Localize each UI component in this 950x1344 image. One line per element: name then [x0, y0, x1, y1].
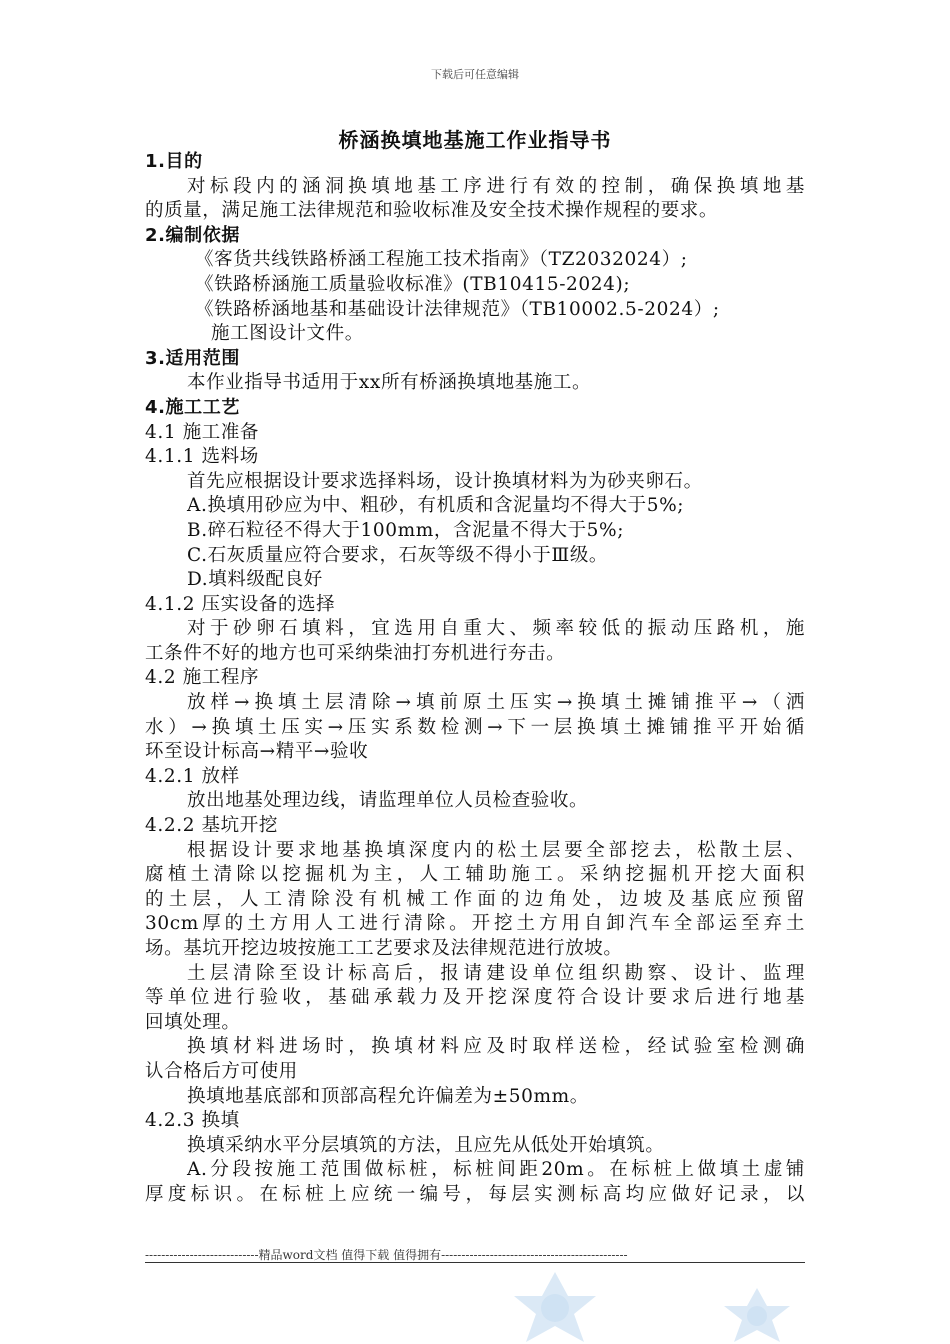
section-heading: 2.编制依据: [145, 224, 240, 246]
document-title: 桥涵换填地基施工作业指导书: [338, 128, 612, 152]
text-line: 《铁路桥涵地基和基础设计法律规范》（TB10002.5-2024）;: [195, 298, 720, 320]
text-line: 等单位进行验收，基础承载力及开挖深度符合设计要求后进行地基: [145, 987, 805, 1009]
text-line: 《铁路桥涵施工质量验收标准》(TB10415-2024);: [195, 273, 631, 295]
text-line: 对于砂卵石填料，宜选用自重大、频率较低的振动压路机，施: [187, 618, 805, 640]
text-line: 工条件不好的地方也可采纳柴油打夯机进行夯击。: [145, 642, 566, 664]
text-line: 的质量，满足施工法律规范和验收标准及安全技术操作规程的要求。: [145, 200, 719, 222]
text-line: 土层清除至设计标高后，报请建设单位组织勘察、设计、监理: [187, 962, 805, 984]
text-line: 《客货共线铁路桥涵工程施工技术指南》（TZ2032024）;: [195, 249, 688, 271]
text-line: A.换填用砂应为中、粗砂，有机质和含泥量均不得大于5%;: [187, 495, 685, 517]
text-line: 认合格后方可使用: [145, 1060, 298, 1082]
text-line: 换填材料进场时，换填材料应及时取样送检，经试验室检测确: [187, 1036, 805, 1058]
text-line: 根据设计要求地基换填深度内的松土层要全部挖去，松散土层、: [187, 839, 805, 861]
text-line: 换填采纳水平分层填筑的方法，且应先从低处开始填筑。: [187, 1134, 665, 1156]
text-line: 30cm厚的土方用人工进行清除。开挖土方用自卸汽车全部运至弃土: [145, 913, 805, 935]
text-line: 本作业指导书适用于xx所有桥涵换填地基施工。: [187, 372, 592, 394]
text-line: 环至设计标高→精平→验收: [145, 741, 369, 763]
text-line: B.碎石粒径不得大于100mm，含泥量不得大于5%;: [187, 519, 625, 541]
text-line: 放样→换填土层清除→填前原土压实→换填土摊铺推平→（洒: [187, 692, 805, 714]
footer-rule: [145, 1262, 805, 1263]
section-heading: 4.施工工艺: [145, 396, 240, 418]
text-line: 4.2 施工程序: [145, 667, 260, 689]
text-line: 场。基坑开挖边坡按施工工艺要求及法律规范进行放坡。: [145, 938, 623, 959]
text-line: 4.2.3 换填: [145, 1110, 240, 1132]
text-line: 放出地基处理边线，请监理单位人员检查验收。: [187, 790, 589, 812]
text-line: 首先应根据设计要求选择料场，设计换填材料为为砂夹卵石。: [187, 470, 703, 492]
text-line: C.石灰质量应符合要求，石灰等级不得小于Ⅲ级。: [187, 544, 609, 566]
section-heading: 1.目的: [145, 151, 203, 172]
text-line: 换填地基底部和顶部高程允许偏差为±50mm。: [187, 1085, 589, 1107]
text-line: 施工图设计文件。: [211, 323, 364, 345]
text-line: 4.1.2 压实设备的选择: [145, 593, 336, 615]
text-line: A.分段按施工范围做标桩，标桩间距20m。在标桩上做填土虚铺: [187, 1159, 805, 1181]
text-line: 水）→换填土压实→压实系数检测→下一层换填土摊铺推平开始循: [145, 716, 805, 738]
text-line: 腐植土清除以挖掘机为主，人工辅助施工。采纳挖掘机开挖大面积: [145, 864, 805, 886]
document-body: [145, 150, 805, 1208]
text-line: 4.1.1 选料场: [145, 446, 259, 468]
text-line: 回填处理。: [145, 1011, 241, 1033]
section-heading: 3.适用范围: [145, 347, 240, 369]
text-line: D.填料级配良好: [187, 569, 323, 591]
page-footer: ----------------------------精品word文档 值得下载 值得拥有----------------------------------------------: [145, 1248, 628, 1262]
text-line: 4.2.1 放样: [145, 765, 240, 787]
text-line: 对标段内的涵洞换填地基工序进行有效的控制，确保换填地基: [187, 175, 805, 197]
page-header: 下载后可任意编辑: [431, 68, 519, 81]
text-line: 4.2.2 基坑开挖: [145, 815, 278, 837]
snowflake-watermark-icon: [500, 1268, 610, 1344]
text-line: 厚度标识。在标桩上应统一编号，每层实测标高均应做好记录，以: [145, 1183, 805, 1205]
text-line: 的土层，人工清除没有机械工作面的边角处，边坡及基底应预留: [145, 888, 805, 910]
snowflake-watermark-icon: [712, 1284, 802, 1344]
text-line: 4.1 施工准备: [145, 421, 260, 443]
